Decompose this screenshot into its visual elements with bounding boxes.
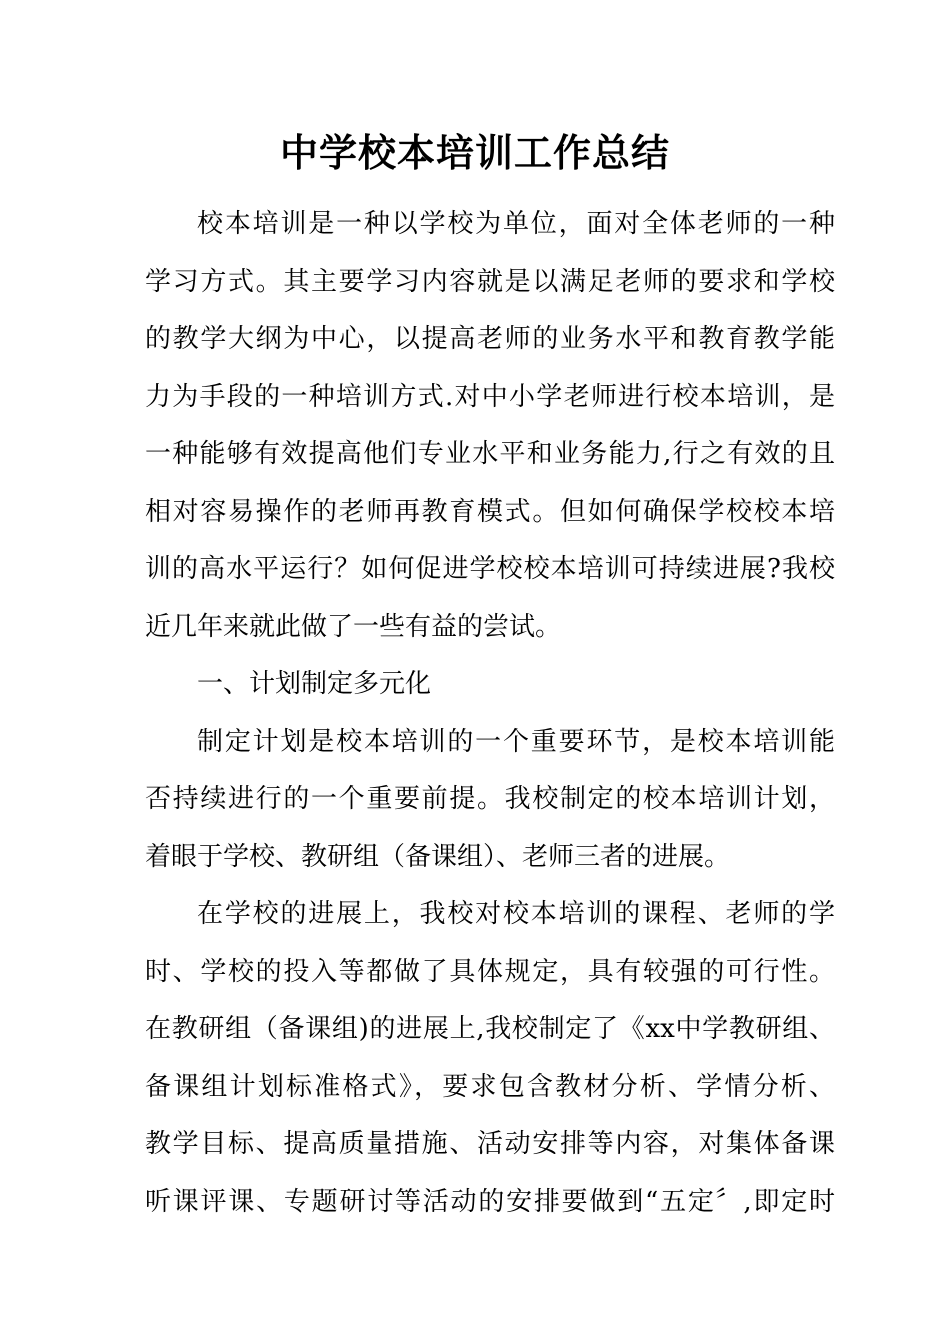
- paragraph-line: 在教研组（备课组)的进展上,我校制定了《xx中学教研组、: [145, 1014, 835, 1044]
- paragraph-line: 力为手段的一种培训方式.对中小学老师进行校本培训，是: [145, 381, 835, 412]
- paragraph-line: 备课组计划标准格式》，要求包含教材分析、学情分析、: [145, 1071, 835, 1102]
- section-heading: 一、计划制定多元化: [197, 669, 432, 699]
- paragraph-line: 校本培训是一种以学校为单位，面对全体老师的一种: [197, 209, 835, 239]
- paragraph-line: 近几年来就此做了一些有益的尝试。: [145, 611, 562, 642]
- paragraph-line: 学习方式。其主要学习内容就是以满足老师的要求和学校: [145, 266, 835, 297]
- document-body: [145, 196, 835, 1231]
- paragraph-line: 的教学大纲为中心，以提高老师的业务水平和教育教学能: [145, 324, 835, 354]
- document-title: 中学校本培训工作总结: [279, 131, 670, 175]
- paragraph-line: 在学校的进展上，我校对校本培训的课程、老师的学: [197, 899, 835, 929]
- paragraph-line: 一种能够有效提高他们专业水平和业务能力,行之有效的且: [145, 439, 835, 469]
- paragraph-line: 教学目标、提高质量措施、活动安排等内容，对集体备课: [145, 1129, 835, 1159]
- paragraph-line: 制定计划是校本培训的一个重要环节，是校本培训能: [197, 726, 835, 757]
- paragraph-line: 否持续进行的一个重要前提。我校制定的校本培训计划，: [145, 784, 835, 814]
- paragraph-line: 着眼于学校、教研组（备课组）、老师三者的进展。: [145, 841, 731, 872]
- paragraph-line: 相对容易操作的老师再教育模式。但如何确保学校校本培: [145, 496, 835, 527]
- paragraph-line: 时、学校的投入等都做了具体规定，具有较强的可行性。: [145, 956, 835, 987]
- paragraph-line: 听课评课、专题研讨等活动的安排要做到“五定〞,即定时: [145, 1186, 835, 1217]
- paragraph-line: 训的高水平运行？如何促进学校校本培训可持续进展?我校: [145, 554, 835, 584]
